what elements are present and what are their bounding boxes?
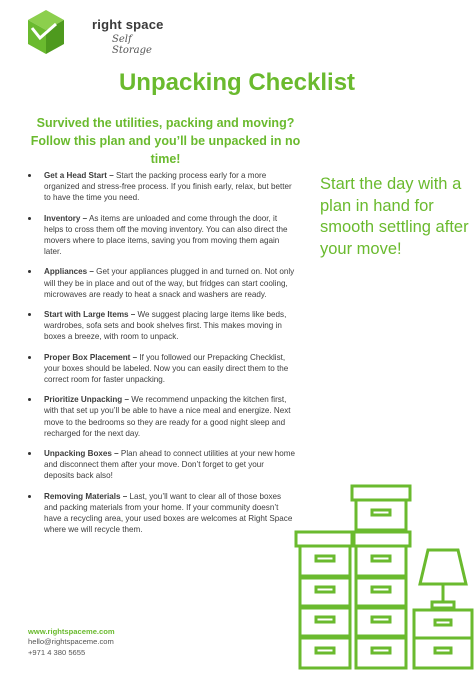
- checklist-item-text: Get your appliances plugged in and turned on. Not only will they be in place and out of the way, but fridges can start cooling, microwaves are ready to heat a snack and washers are ready.: [44, 267, 295, 299]
- checklist-item: [24, 170, 296, 204]
- checklist-item: [24, 448, 296, 482]
- checklist-item-title: Appliances –: [44, 267, 94, 277]
- bullet-icon: [28, 398, 31, 401]
- phone-number: +971 4 380 5655: [28, 647, 86, 657]
- page-title: Unpacking Checklist: [118, 69, 356, 96]
- website-link[interactable]: www.rightspaceme.com: [28, 627, 115, 636]
- cube-icon: [26, 8, 66, 56]
- brand-tagline: Self Storage: [112, 34, 152, 56]
- checklist-item: [24, 213, 296, 258]
- checklist-item-text: Last, you’ll want to clear all of those boxes and packing materials from your home. If your community doesn’t have a recycling area, your used boxes are welcomes at Right Space where we will recycle them.: [44, 491, 293, 535]
- checklist-item-text: Start the packing process early for a more organized and stress-free process. If you finish early, relax, but better to have the time you need.: [44, 171, 292, 203]
- side-quote: Start the day with a plan in hand for smooth settling after your move!: [320, 175, 469, 258]
- bullet-icon: [28, 270, 31, 273]
- intro-heading: Survived the utilities, packing and moving? Follow this plan and you’ll be unpacked in no time!: [30, 116, 301, 166]
- checklist-item-title: Get a Head Start –: [44, 171, 114, 180]
- table-lamp-icon: [414, 550, 472, 668]
- brand-logo: [26, 8, 166, 58]
- checklist-item: [24, 309, 296, 343]
- bullet-icon: [28, 174, 31, 177]
- bullet-icon: [28, 313, 31, 316]
- checklist-item: [24, 266, 296, 300]
- email-link[interactable]: hello@rightspaceme.com: [28, 637, 114, 647]
- checklist-item-title: Removing Materials –: [44, 491, 128, 501]
- checklist-item-title: Unpacking Boxes –: [44, 449, 119, 459]
- checklist-item: [24, 352, 296, 386]
- bullet-icon: [28, 356, 31, 359]
- checklist-item-title: Start with Large Items –: [44, 310, 136, 320]
- checklist-item-title: Inventory –: [44, 213, 88, 223]
- checklist-item-text: We recommend unpacking the kitchen first, with that set up you’ll be able to have a nice meal and energize. Next move to the bedrooms so they are ready for a good night sleep and recharged for the next day.: [44, 395, 291, 438]
- footer-contact: [28, 627, 115, 658]
- checklist-item-text: We suggest placing large items like beds, wardrobes, sofa sets and book shelves first. This makes moving in boxes a breeze, with room to unpack.: [44, 310, 287, 342]
- checklist-item-text: Plan ahead to connect utilities at your new home and disconnect them after your move. Don’t forget to get your deposits back also!: [44, 449, 296, 481]
- checklist-item-text: If you followed our Prepacking Checklist, your boxes should be labeled. Now you can easily direct them to the correct room for faster unpacking.: [44, 352, 289, 385]
- brand-name: right space: [92, 17, 164, 32]
- checklist-item-title: Proper Box Placement –: [44, 352, 138, 362]
- checklist: [24, 170, 296, 535]
- checklist-item-text: As items are unloaded and come through the door, it helps to cross them off the moving inventory. You can also direct the movers where to place items, saving you from moving them again later.: [44, 213, 288, 257]
- bullet-icon: [28, 452, 31, 455]
- stacked-boxes-icon: [296, 486, 410, 668]
- checklist-item-title: Prioritize Unpacking –: [44, 395, 130, 405]
- checklist-item: [24, 491, 296, 536]
- checklist-item: [24, 394, 296, 439]
- bullet-icon: [28, 217, 31, 220]
- boxes-illustration: [290, 478, 474, 670]
- bullet-icon: [28, 495, 31, 498]
